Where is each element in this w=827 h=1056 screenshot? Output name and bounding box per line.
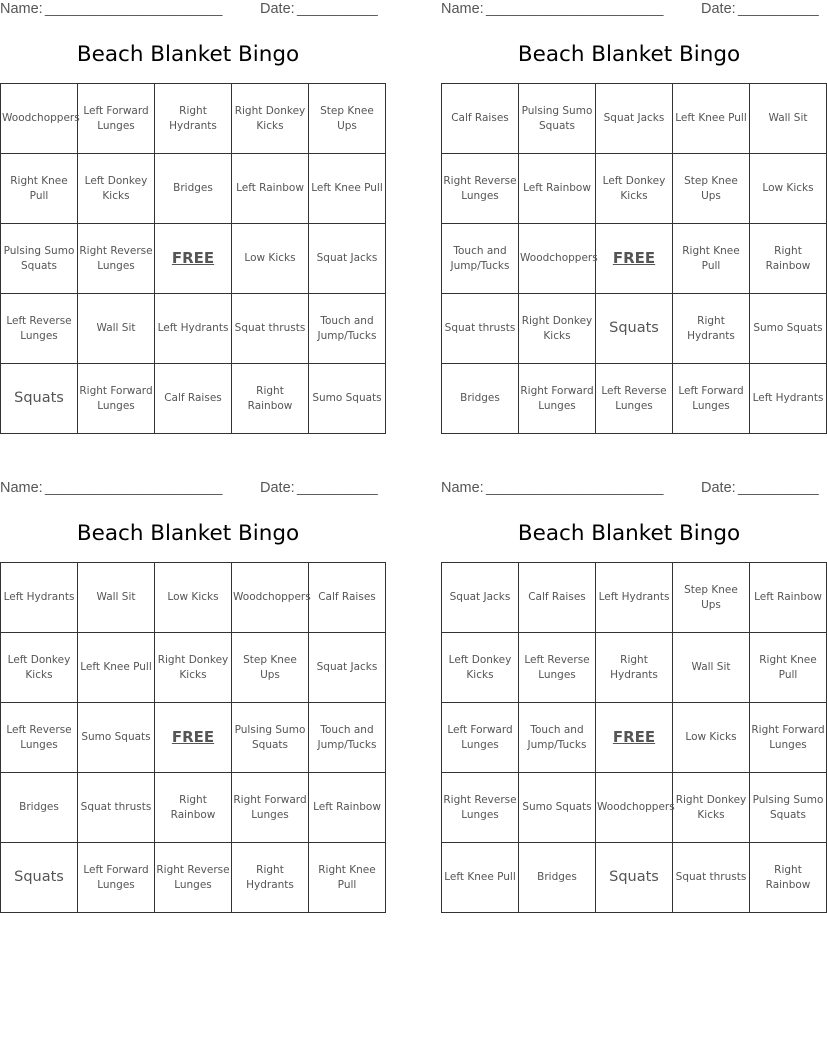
bingo-cell: Right Donkey Kicks: [519, 294, 596, 364]
bingo-cell: Right Knee Pull: [750, 633, 827, 703]
bingo-cell: Wall Sit: [78, 563, 155, 633]
bingo-cell: Right Hydrants: [232, 843, 309, 913]
date-label: Date:: [701, 480, 736, 496]
bingo-row: [1, 84, 386, 154]
bingo-cell: Left Forward Lunges: [673, 364, 750, 434]
bingo-cell: Low Kicks: [750, 154, 827, 224]
card-title: Beach Blanket Bingo: [517, 521, 741, 546]
bingo-cell: Touch and Jump/Tucks: [519, 703, 596, 773]
bingo-row: [442, 703, 827, 773]
bingo-grid: [441, 562, 827, 913]
bingo-row: [442, 154, 827, 224]
date-label: Date:: [260, 480, 295, 496]
bingo-cell: Woodchoppers: [232, 563, 309, 633]
bingo-cell: Right Rainbow: [750, 843, 827, 913]
bingo-cell: Right Knee Pull: [1, 154, 78, 224]
bingo-cell: Left Hydrants: [596, 563, 673, 633]
bingo-cell: Left Knee Pull: [673, 84, 750, 154]
bingo-cell: Squat Jacks: [309, 224, 386, 294]
bingo-cell: Left Knee Pull: [78, 633, 155, 703]
bingo-cell: Left Rainbow: [232, 154, 309, 224]
name-field: ______________________: [45, 1, 223, 17]
bingo-cell: Left Donkey Kicks: [442, 633, 519, 703]
bingo-cell: Step Knee Ups: [309, 84, 386, 154]
name-label: Name:: [0, 1, 43, 17]
bingo-cell: Left Reverse Lunges: [519, 633, 596, 703]
card-header: [441, 480, 817, 500]
card-header: [441, 1, 817, 21]
bingo-row: [442, 633, 827, 703]
date-label: Date:: [701, 1, 736, 17]
bingo-cell: Left Rainbow: [750, 563, 827, 633]
bingo-cell: Squat thrusts: [442, 294, 519, 364]
bingo-cell: Touch and Jump/Tucks: [309, 703, 386, 773]
bingo-cell: Calf Raises: [519, 563, 596, 633]
bingo-cell: Pulsing Sumo Squats: [519, 84, 596, 154]
bingo-cell: Left Reverse Lunges: [596, 364, 673, 434]
bingo-row: [1, 703, 386, 773]
bingo-cell: Right Forward Lunges: [78, 364, 155, 434]
bingo-row: [442, 843, 827, 913]
bingo-cell: Right Knee Pull: [673, 224, 750, 294]
bingo-cell: Squats: [596, 294, 673, 364]
bingo-cell: Sumo Squats: [750, 294, 827, 364]
bingo-row: [442, 773, 827, 843]
bingo-row: [442, 563, 827, 633]
bingo-cell: Calf Raises: [442, 84, 519, 154]
bingo-cell: Left Donkey Kicks: [596, 154, 673, 224]
bingo-row: [1, 224, 386, 294]
bingo-cell: Woodchoppers: [519, 224, 596, 294]
bingo-cell: Step Knee Ups: [232, 633, 309, 703]
bingo-cell: Pulsing Sumo Squats: [750, 773, 827, 843]
date-field: __________: [297, 480, 378, 496]
bingo-cell: Step Knee Ups: [673, 563, 750, 633]
bingo-cell: Right Rainbow: [232, 364, 309, 434]
bingo-cell: Low Kicks: [155, 563, 232, 633]
free-space: FREE: [596, 703, 673, 773]
bingo-cell: Right Forward Lunges: [519, 364, 596, 434]
bingo-cell: Bridges: [155, 154, 232, 224]
bingo-cell: Right Knee Pull: [309, 843, 386, 913]
bingo-cell: Bridges: [442, 364, 519, 434]
bingo-cell: Left Hydrants: [155, 294, 232, 364]
bingo-card: [441, 0, 824, 440]
bingo-grid: [0, 562, 386, 913]
card-header: [0, 1, 376, 21]
date-field: __________: [738, 480, 819, 496]
bingo-cell: Sumo Squats: [309, 364, 386, 434]
bingo-cell: Sumo Squats: [78, 703, 155, 773]
bingo-row: [442, 294, 827, 364]
bingo-cell: Bridges: [519, 843, 596, 913]
name-field: ______________________: [486, 1, 664, 17]
bingo-cell: Right Rainbow: [155, 773, 232, 843]
bingo-cell: Left Donkey Kicks: [78, 154, 155, 224]
bingo-cell: Right Hydrants: [673, 294, 750, 364]
bingo-cell: Touch and Jump/Tucks: [442, 224, 519, 294]
bingo-cell: Calf Raises: [155, 364, 232, 434]
bingo-cell: Low Kicks: [673, 703, 750, 773]
bingo-cell: Left Forward Lunges: [78, 843, 155, 913]
bingo-cell: Right Hydrants: [596, 633, 673, 703]
bingo-cell: Wall Sit: [78, 294, 155, 364]
bingo-cell: Step Knee Ups: [673, 154, 750, 224]
bingo-cell: Squat Jacks: [309, 633, 386, 703]
bingo-grid: [0, 83, 386, 434]
free-space: FREE: [155, 703, 232, 773]
name-field: ______________________: [486, 480, 664, 496]
bingo-cell: Wall Sit: [673, 633, 750, 703]
card-title: Beach Blanket Bingo: [76, 521, 300, 546]
bingo-grid: [441, 83, 827, 434]
name-label: Name:: [441, 1, 484, 17]
free-space: FREE: [596, 224, 673, 294]
bingo-cell: Squats: [596, 843, 673, 913]
date-field: __________: [738, 1, 819, 17]
bingo-row: [442, 224, 827, 294]
bingo-cell: Left Forward Lunges: [442, 703, 519, 773]
bingo-cell: Squat Jacks: [596, 84, 673, 154]
bingo-cell: Right Reverse Lunges: [78, 224, 155, 294]
bingo-cell: Left Forward Lunges: [78, 84, 155, 154]
date-field: __________: [297, 1, 378, 17]
bingo-cell: Pulsing Sumo Squats: [232, 703, 309, 773]
card-header: [0, 480, 376, 500]
bingo-cell: Right Hydrants: [155, 84, 232, 154]
bingo-cell: Right Donkey Kicks: [673, 773, 750, 843]
bingo-cell: Sumo Squats: [519, 773, 596, 843]
bingo-cell: Right Donkey Kicks: [232, 84, 309, 154]
bingo-row: [1, 154, 386, 224]
bingo-cell: Right Reverse Lunges: [155, 843, 232, 913]
bingo-row: [1, 294, 386, 364]
bingo-cell: Right Donkey Kicks: [155, 633, 232, 703]
bingo-cell: Right Reverse Lunges: [442, 773, 519, 843]
bingo-cell: Squats: [1, 364, 78, 434]
bingo-cell: Left Reverse Lunges: [1, 703, 78, 773]
bingo-cell: Squats: [1, 843, 78, 913]
bingo-card: [0, 479, 381, 919]
bingo-cell: Low Kicks: [232, 224, 309, 294]
bingo-cell: Right Reverse Lunges: [442, 154, 519, 224]
bingo-cell: Touch and Jump/Tucks: [309, 294, 386, 364]
bingo-cell: Pulsing Sumo Squats: [1, 224, 78, 294]
name-label: Name:: [0, 480, 43, 496]
bingo-cell: Calf Raises: [309, 563, 386, 633]
card-title: Beach Blanket Bingo: [517, 42, 741, 67]
bingo-row: [1, 633, 386, 703]
bingo-row: [1, 364, 386, 434]
bingo-cell: Left Knee Pull: [309, 154, 386, 224]
bingo-cell: Squat thrusts: [78, 773, 155, 843]
bingo-row: [442, 364, 827, 434]
bingo-card: [441, 479, 825, 919]
bingo-cell: Left Hydrants: [1, 563, 78, 633]
bingo-cell: Left Rainbow: [519, 154, 596, 224]
bingo-cell: Left Reverse Lunges: [1, 294, 78, 364]
bingo-cell: Woodchoppers: [1, 84, 78, 154]
bingo-row: [1, 843, 386, 913]
bingo-cell: Left Knee Pull: [442, 843, 519, 913]
bingo-card: [0, 0, 383, 440]
bingo-cell: Left Hydrants: [750, 364, 827, 434]
bingo-cell: Wall Sit: [750, 84, 827, 154]
bingo-cell: Woodchoppers: [596, 773, 673, 843]
free-space: FREE: [155, 224, 232, 294]
bingo-cell: Bridges: [1, 773, 78, 843]
bingo-cell: Right Rainbow: [750, 224, 827, 294]
name-field: ______________________: [45, 480, 223, 496]
bingo-cell: Squat Jacks: [442, 563, 519, 633]
card-title: Beach Blanket Bingo: [76, 42, 300, 67]
bingo-cell: Right Forward Lunges: [750, 703, 827, 773]
bingo-cell: Right Forward Lunges: [232, 773, 309, 843]
bingo-row: [1, 563, 386, 633]
bingo-cell: Left Rainbow: [309, 773, 386, 843]
date-label: Date:: [260, 1, 295, 17]
bingo-cell: Squat thrusts: [673, 843, 750, 913]
bingo-row: [442, 84, 827, 154]
bingo-cell: Left Donkey Kicks: [1, 633, 78, 703]
name-label: Name:: [441, 480, 484, 496]
bingo-row: [1, 773, 386, 843]
bingo-cell: Squat thrusts: [232, 294, 309, 364]
